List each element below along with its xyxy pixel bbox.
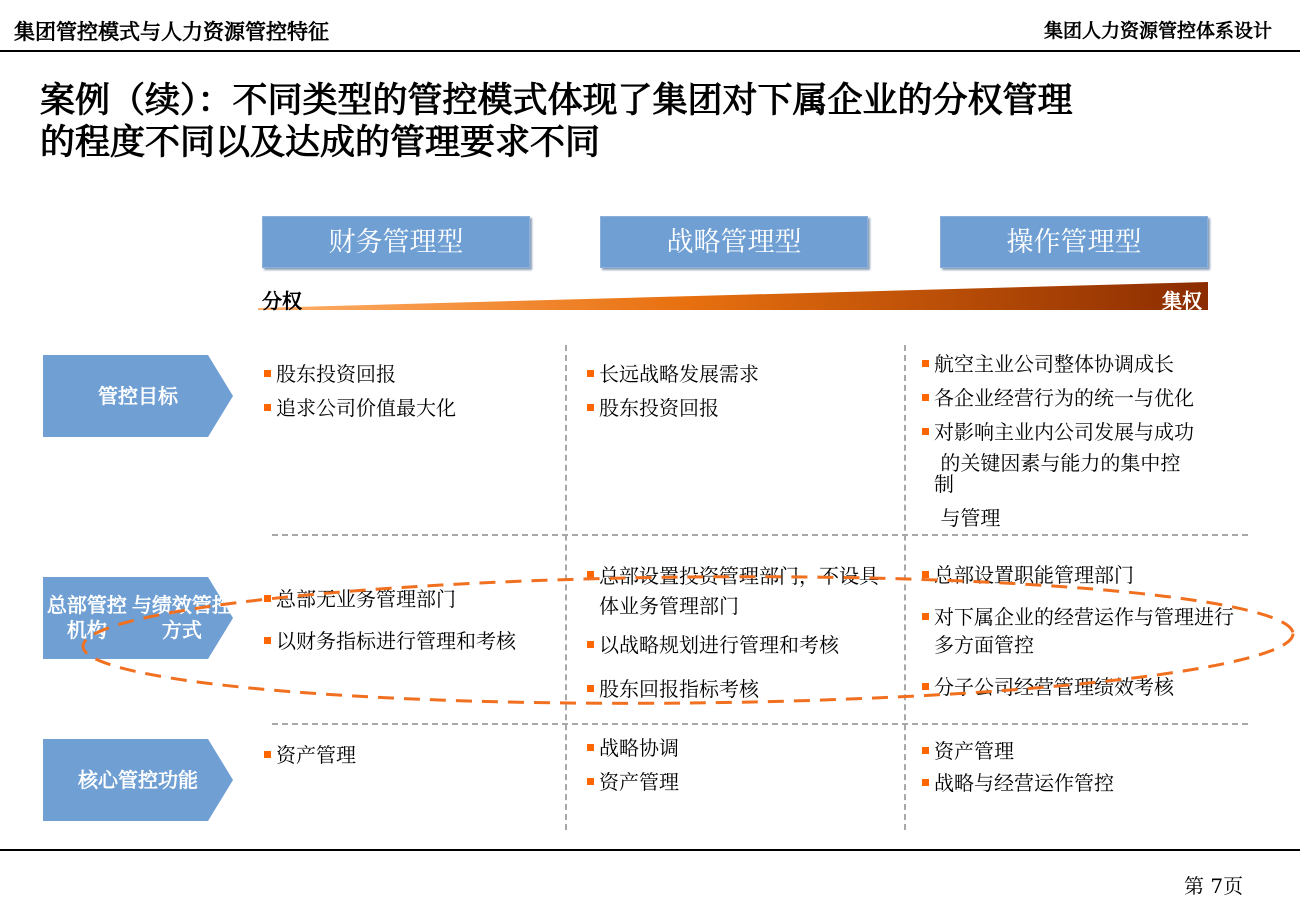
footer-divider — [0, 849, 1300, 851]
bullet-icon — [922, 779, 929, 786]
bullet-icon — [922, 747, 929, 754]
column-header-operational: 操作管理型 — [940, 216, 1208, 268]
list-item — [587, 561, 889, 621]
list-item — [264, 627, 564, 655]
bullet-icon — [587, 370, 594, 377]
item-text: 资产管理 — [934, 739, 1014, 763]
cell-structure-strategic — [587, 561, 889, 703]
item-text: 各企业经营行为的统一与优化 — [934, 386, 1194, 410]
item-text: 对下属企业的经营运作与管理进行多方面管控 — [934, 605, 1234, 657]
header-divider — [0, 50, 1300, 52]
list-item — [587, 631, 889, 659]
item-text: 对影响主业内公司发展与成功 — [934, 420, 1194, 444]
bullet-icon — [264, 595, 271, 602]
bullet-icon — [922, 571, 929, 578]
list-item — [922, 737, 1242, 765]
item-text: 以战略规划进行管理和考核 — [599, 633, 839, 657]
bullet-icon — [587, 778, 594, 785]
list-item — [922, 384, 1262, 412]
item-continuation: 的关键因素与能力的集中控 — [934, 451, 1181, 475]
cell-core-strategic — [587, 734, 887, 796]
item-text: 股东投资回报 — [599, 396, 719, 420]
column-header-financial: 财务管理型 — [262, 216, 530, 268]
item-text: 总部无业务管理部门 — [276, 587, 456, 611]
decentralization-label: 分权 — [262, 289, 302, 313]
item-text: 长远战略发展需求 — [599, 362, 759, 386]
list-item — [922, 603, 1242, 659]
item-text: 战略协调 — [599, 736, 679, 760]
bullet-icon — [587, 404, 594, 411]
item-text: 资产管理 — [276, 743, 356, 767]
cell-goals-operational — [922, 350, 1262, 532]
list-item — [587, 675, 889, 703]
item-text: 股东投资回报 — [276, 362, 396, 386]
bullet-icon — [922, 613, 929, 620]
centralization-gradient — [258, 282, 1208, 312]
section-title: 集团管控模式与人力资源管控特征 — [14, 20, 329, 44]
bullet-icon — [587, 685, 594, 692]
document-title: 集团人力资源管控体系设计 — [1043, 20, 1272, 42]
bullet-icon — [587, 641, 594, 648]
column-divider — [904, 345, 906, 830]
list-item — [264, 741, 559, 769]
bullet-icon — [922, 360, 929, 367]
list-item — [922, 350, 1262, 378]
cell-goals-strategic — [587, 360, 887, 422]
item-text: 航空主业公司整体协调成长 — [934, 352, 1174, 376]
cell-core-operational — [922, 737, 1242, 797]
bullet-icon — [587, 571, 594, 578]
item-text: 资产管理 — [599, 770, 679, 794]
item-continuation: 与管理 — [934, 506, 1001, 530]
row-divider — [272, 723, 1248, 725]
list-item — [587, 360, 887, 388]
bullet-icon — [587, 744, 594, 751]
row-label-text: 核心管控功能 — [78, 767, 198, 792]
column-divider — [565, 345, 567, 830]
list-item — [587, 734, 887, 762]
bullet-icon — [264, 370, 271, 377]
list-item — [264, 585, 564, 613]
item-continuation: 制 — [934, 472, 954, 496]
bullet-icon — [264, 404, 271, 411]
list-item — [264, 360, 559, 388]
row-label-control-goals — [43, 355, 233, 437]
list-item — [587, 394, 887, 422]
bullet-icon — [922, 428, 929, 435]
row-label-text-line-1: 总部管控机构 — [46, 593, 127, 642]
slide-title-line-2: 的程度不同以及达成的管理要求不同 — [40, 123, 601, 163]
row-label-text-line-2: 与绩效管控方式 — [131, 593, 232, 642]
cell-core-financial — [264, 741, 559, 769]
cell-structure-financial — [264, 585, 564, 655]
item-text: 分子公司经营管理绩效考核 — [934, 675, 1174, 699]
list-item — [922, 561, 1242, 589]
bullet-icon — [922, 394, 929, 401]
cell-structure-operational — [922, 561, 1242, 701]
list-item — [264, 394, 559, 422]
row-label-hq-structure — [43, 577, 233, 659]
slide-title-line-1: 案例（续）：不同类型的管控模式体现了集团对下属企业的分权管理 — [40, 81, 1073, 121]
bullet-icon — [922, 683, 929, 690]
item-text: 总部设置投资管理部门，不设具体业务管理部门 — [599, 564, 879, 618]
page-number: 第 7页 — [1184, 874, 1244, 898]
bullet-icon — [264, 637, 271, 644]
item-text: 战略与经营运作管控 — [934, 771, 1114, 795]
list-item — [922, 418, 1262, 446]
list-item — [922, 673, 1242, 701]
item-text: 追求公司价值最大化 — [276, 396, 456, 420]
item-text: 总部设置职能管理部门 — [934, 563, 1134, 587]
item-text: 股东回报指标考核 — [599, 677, 759, 701]
slide-title — [40, 80, 1270, 164]
row-label-text-wrap — [43, 577, 233, 659]
cell-goals-financial — [264, 360, 559, 422]
item-text: 以财务指标进行管理和考核 — [276, 629, 516, 653]
bullet-icon — [264, 751, 271, 758]
centralization-label: 集权 — [1162, 289, 1202, 313]
row-divider — [272, 534, 1248, 536]
list-item — [922, 769, 1242, 797]
list-item — [587, 768, 887, 796]
row-label-text: 管控目标 — [98, 383, 178, 408]
column-header-strategic: 战略管理型 — [600, 216, 868, 268]
row-label-core-functions — [43, 739, 233, 821]
